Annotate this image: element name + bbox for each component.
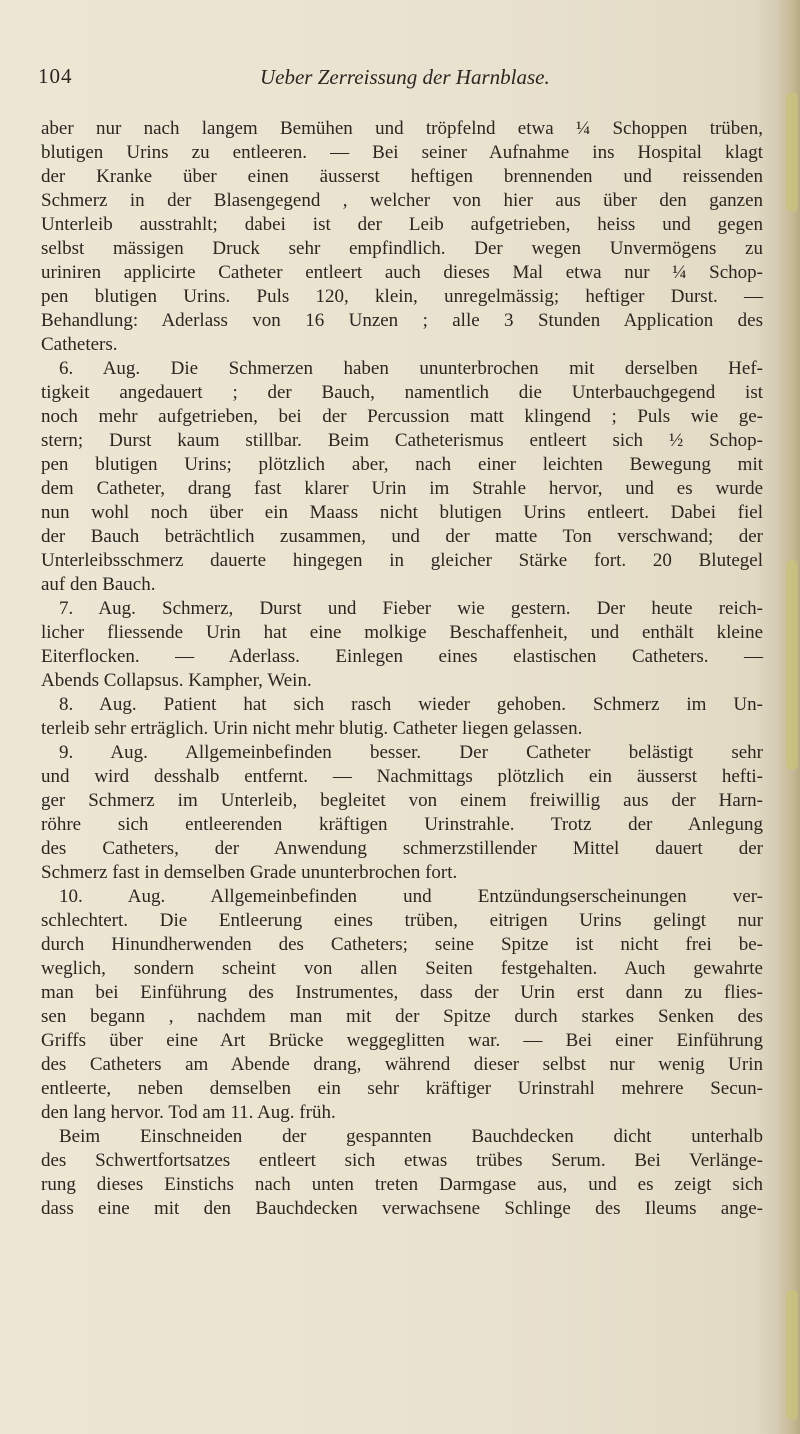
- text-line: stern; Durst kaum stillbar. Beim Catheterismus entleert sich ½ Schop-: [41, 430, 763, 451]
- text-line: pen blutigen Urins. Puls 120, klein, unregelmässig; heftiger Durst. —: [41, 286, 763, 307]
- text-line: auf den Bauch.: [41, 574, 156, 595]
- text-line: noch mehr aufgetrieben, bei der Percussion matt klingend ; Puls wie ge-: [41, 406, 763, 427]
- text-line: Behandlung: Aderlass von 16 Unzen ; alle 3 Stunden Application des: [41, 310, 763, 331]
- running-title: Ueber Zerreissung der Harnblase.: [260, 65, 550, 89]
- text-line: des Catheters am Abende drang, während dieser selbst nur wenig Urin: [41, 1054, 763, 1075]
- text-line: 6. Aug. Die Schmerzen haben ununterbrochen mit derselben Hef-: [59, 358, 763, 379]
- text-line: ger Schmerz im Unterleib, begleitet von einem freiwillig aus der Harn-: [41, 790, 763, 811]
- text-line: Schmerz in der Blasengegend , welcher von hier aus über den ganzen: [41, 190, 763, 211]
- text-line: uriniren applicirte Catheter entleert auch dieses Mal etwa nur ¼ Schop-: [41, 262, 763, 283]
- text-line: pen blutigen Urins; plötzlich aber, nach einer leichten Bewegung mit: [41, 454, 763, 475]
- text-line: Griffs über eine Art Brücke weggeglitten war. — Bei einer Einführung: [41, 1030, 763, 1051]
- page-number: 104: [38, 64, 73, 88]
- text-line: entleerte, neben demselben ein sehr kräftiger Urinstrahl mehrere Secun-: [41, 1078, 763, 1099]
- text-line: Eiterflocken. — Aderlass. Einlegen eines elastischen Catheters. —: [41, 646, 763, 667]
- text-line: Abends Collapsus. Kampher, Wein.: [41, 670, 312, 691]
- text-line: terleib sehr erträglich. Urin nicht mehr blutig. Catheter liegen gelassen.: [41, 718, 583, 739]
- edge-stain: [786, 560, 798, 770]
- text-line: der Bauch beträchtlich zusammen, und der matte Ton verschwand; der: [41, 526, 763, 547]
- text-line: 9. Aug. Allgemeinbefinden besser. Der Catheter belästigt sehr: [59, 742, 763, 763]
- edge-stain: [786, 1290, 798, 1420]
- text-line: 7. Aug. Schmerz, Durst und Fieber wie gestern. Der heute reich-: [59, 598, 763, 619]
- text-line: licher fliessende Urin hat eine molkige Beschaffenheit, und enthält kleine: [41, 622, 763, 643]
- text-line: rung dieses Einstichs nach unten treten Darmgase aus, und es zeigt sich: [41, 1174, 763, 1195]
- text-line: durch Hinundherwenden des Catheters; seine Spitze ist nicht frei be-: [41, 934, 763, 955]
- text-line: aber nur nach langem Bemühen und tröpfelnd etwa ¼ Schoppen trüben,: [41, 118, 763, 139]
- text-line: Schmerz fast in demselben Grade ununterbrochen fort.: [41, 862, 458, 883]
- text-line: röhre sich entleerenden kräftigen Urinstrahle. Trotz der Anlegung: [41, 814, 763, 835]
- text-line: man bei Einführung des Instrumentes, dass der Urin erst dann zu flies-: [41, 982, 763, 1003]
- text-line: blutigen Urins zu entleeren. — Bei seiner Aufnahme ins Hospital klagt: [41, 142, 763, 163]
- text-line: schlechtert. Die Entleerung eines trüben, eitrigen Urins gelingt nur: [41, 910, 763, 931]
- text-line: selbst mässigen Druck sehr empfindlich. Der wegen Unvermögens zu: [41, 238, 763, 259]
- text-line: sen begann , nachdem man mit der Spitze durch starkes Senken des: [41, 1006, 763, 1027]
- text-line: dem Catheter, drang fast klarer Urin im Strahle hervor, und es wurde: [41, 478, 763, 499]
- text-line: weglich, sondern scheint von allen Seiten festgehalten. Auch gewahrte: [41, 958, 763, 979]
- text-line: des Catheters, der Anwendung schmerzstillender Mittel dauert der: [41, 838, 763, 859]
- text-line: der Kranke über einen äusserst heftigen brennenden und reissenden: [41, 166, 763, 187]
- text-line: Unterleib ausstrahlt; dabei ist der Leib aufgetrieben, heiss und gegen: [41, 214, 763, 235]
- body-text: [41, 117, 763, 1221]
- page-header: [38, 64, 778, 94]
- text-line: Unterleibsschmerz dauerte hingegen in gleicher Stärke fort. 20 Blutegel: [41, 550, 763, 571]
- edge-stain: [786, 92, 798, 212]
- text-line: Beim Einschneiden der gespannten Bauchdecken dicht unterhalb: [59, 1126, 763, 1147]
- page-edge-shadow: [778, 0, 800, 1434]
- text-line: 8. Aug. Patient hat sich rasch wieder gehoben. Schmerz im Un-: [59, 694, 763, 715]
- text-line: dass eine mit den Bauchdecken verwachsene Schlinge des Ileums ange-: [41, 1198, 763, 1219]
- text-line: nun wohl noch über ein Maass nicht blutigen Urins entleert. Dabei fiel: [41, 502, 763, 523]
- text-line: tigkeit angedauert ; der Bauch, namentlich die Unterbauchgegend ist: [41, 382, 763, 403]
- text-line: 10. Aug. Allgemeinbefinden und Entzündungserscheinungen ver-: [59, 886, 763, 907]
- text-line: den lang hervor. Tod am 11. Aug. früh.: [41, 1102, 336, 1123]
- text-line: und wird desshalb entfernt. — Nachmittags plötzlich ein äusserst hefti-: [41, 766, 763, 787]
- text-line: Catheters.: [41, 334, 118, 355]
- text-line: des Schwertfortsatzes entleert sich etwas trübes Serum. Bei Verlänge-: [41, 1150, 763, 1171]
